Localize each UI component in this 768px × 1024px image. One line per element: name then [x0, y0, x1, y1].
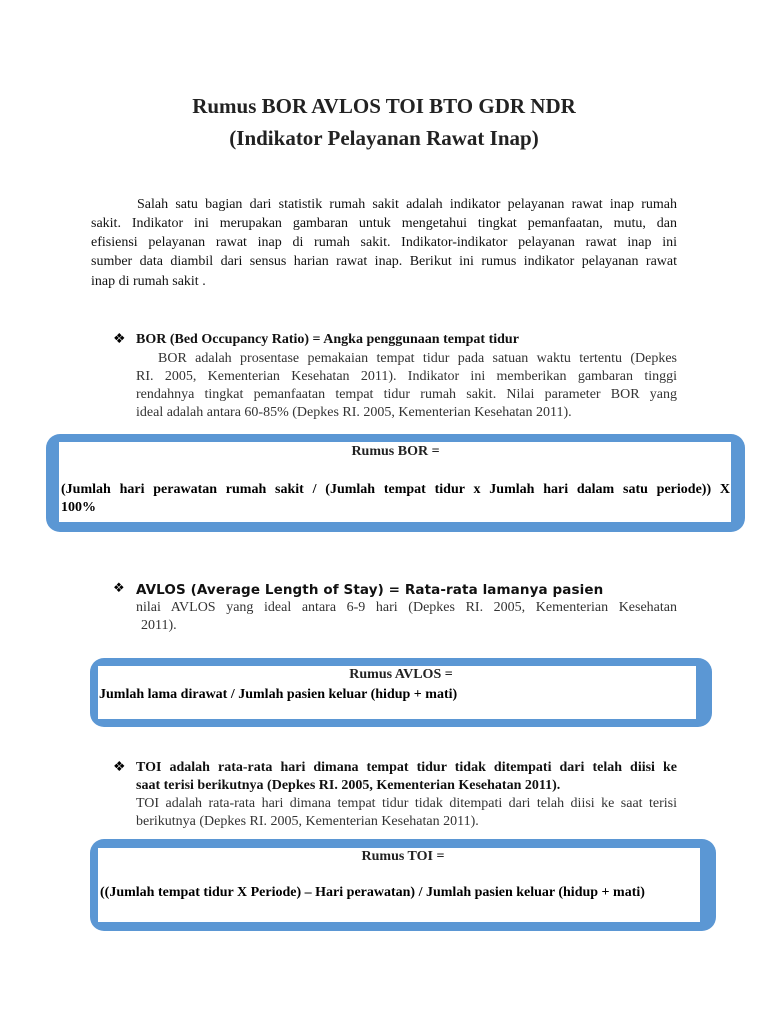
bullet-diamond-icon: ❖ [113, 760, 126, 775]
toi-formula-label: Rumus TOI = [361, 849, 445, 864]
bor-formula-line-1: (Jumlah hari perawatan rumah sakit / (Jumlah tempat tidur x Jumlah hari dalam satu periode)) X [61, 482, 730, 497]
page-subtitle: (Indikator Pelayanan Rawat Inap) [229, 126, 539, 150]
intro-line-3: efisiensi pelayanan rawat inap di rumah sakit. Indikator-indikator pelayanan rawat inap ini [91, 235, 677, 250]
intro-line-2: sakit. Indikator ini merupakan gambaran untuk mengetahui tingkat pemanfaatan, mutu, dan [91, 216, 677, 231]
toi-heading-line-2: saat terisi berikutnya (Depkes RI. 2005, Kementerian Kesehatan 2011). [136, 778, 561, 793]
bor-body-line-3: rendahnya tingkat pemanfaatan tempat tidur rumah sakit. Nilai parameter BOR yang [136, 387, 677, 402]
avlos-formula-line-1: Jumlah lama dirawat / Jumlah pasien keluar (hidup + mati) [99, 687, 458, 702]
toi-body-line-2: berikutnya (Depkes RI. 2005, Kementerian Kesehatan 2011). [136, 814, 479, 829]
toi-formula-line-1: ((Jumlah tempat tidur X Periode) – Hari perawatan) / Jumlah pasien keluar (hidup + mati) [100, 885, 645, 900]
toi-body-line-1: TOI adalah rata-rata hari dimana tempat tidur tidak ditempati dari telah diisi ke saat terisi [136, 796, 677, 811]
page-title: Rumus BOR AVLOS TOI BTO GDR NDR [192, 94, 576, 118]
bor-body-line-4: ideal adalah antara 60-85% (Depkes RI. 2005, Kementerian Kesehatan 2011). [136, 405, 572, 420]
intro-line-5: inap di rumah sakit . [91, 274, 206, 289]
bor-formula-label: Rumus BOR = [351, 444, 440, 459]
bor-body-line-2: RI. 2005, Kementerian Kesehatan 2011). Indikator ini memberikan gambaran tinggi [136, 369, 677, 384]
avlos-body-line-1: nilai AVLOS yang ideal antara 6-9 hari (Depkes RI. 2005, Kementerian Kesehatan [136, 600, 677, 615]
avlos-heading: AVLOS (Average Length of Stay) = Rata-rata lamanya pasien [136, 582, 604, 598]
toi-heading-line-1: TOI adalah rata-rata hari dimana tempat tidur tidak ditempati dari telah diisi ke [136, 760, 677, 775]
intro-line-1: Salah satu bagian dari statistik rumah sakit adalah indikator pelayanan rawat inap rumah [137, 197, 677, 212]
avlos-body-line-2: 2011). [141, 618, 177, 633]
avlos-formula-label: Rumus AVLOS = [349, 667, 453, 682]
bor-body-line-1: BOR adalah prosentase pemakaian tempat tidur pada satuan waktu tertentu (Depkes [158, 351, 677, 366]
intro-line-4: sumber data diambil dari sensus harian rawat inap. Berikut ini rumus indikator pelayanan rawat [91, 254, 677, 269]
bor-formula-line-2: 100% [61, 500, 96, 515]
bor-heading: BOR (Bed Occupancy Ratio) = Angka penggunaan tempat tidur [136, 332, 519, 347]
bullet-diamond-outline-icon: ❖ [113, 580, 125, 595]
bullet-diamond-icon: ❖ [113, 332, 126, 347]
